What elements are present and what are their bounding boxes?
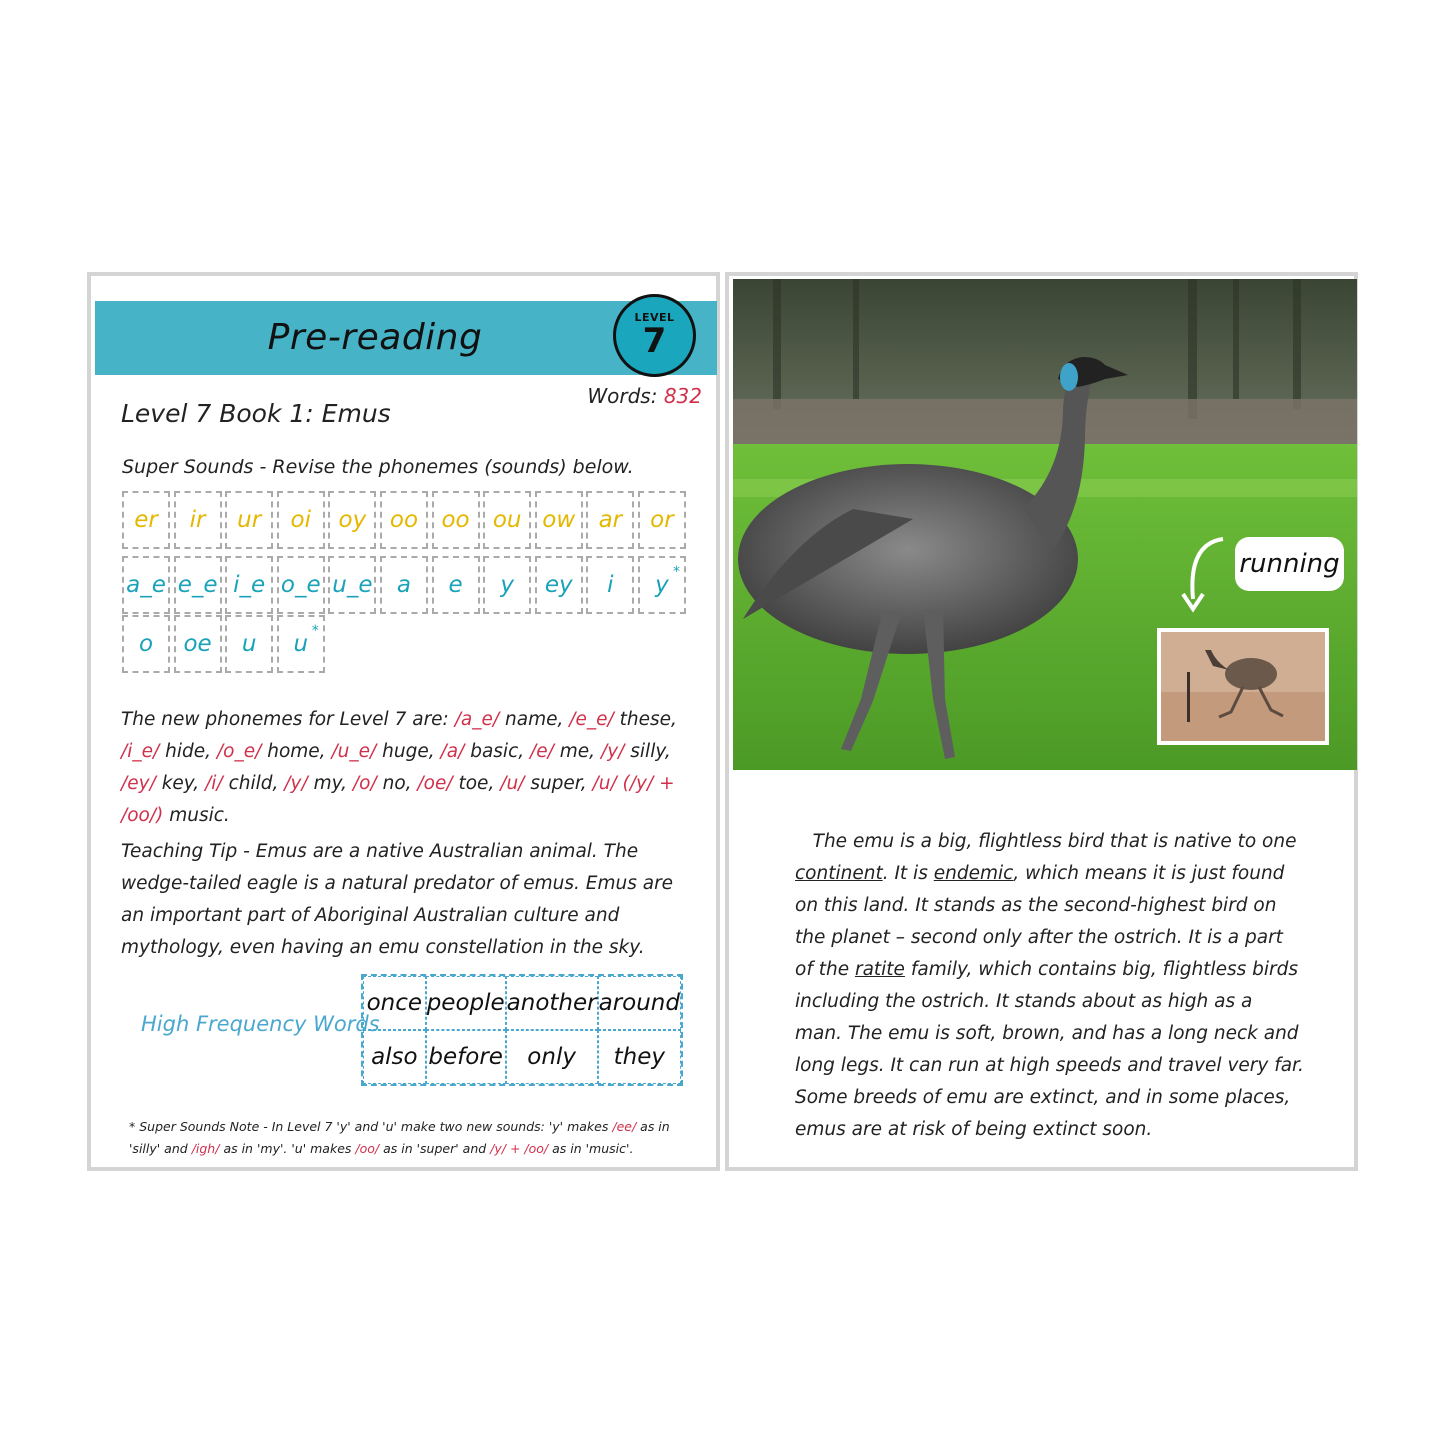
footnote-text: as in 'super' and <box>383 1141 487 1156</box>
example-word: key, <box>161 773 200 794</box>
phoneme-code: /e_e/ <box>569 709 614 730</box>
vocab-word: ratite <box>854 959 905 980</box>
phoneme-code: /y/ <box>284 773 308 794</box>
asterisk-mark: * <box>311 623 319 639</box>
emu-story-text <box>795 826 1305 1146</box>
phoneme-row-3 <box>122 615 690 673</box>
phoneme-code: /ey/ <box>121 773 156 794</box>
example-word: child, <box>228 773 279 794</box>
word-count <box>587 384 702 408</box>
phoneme-cell: or <box>638 491 686 549</box>
hf-word: only <box>506 1030 598 1084</box>
phoneme-cell: e_e <box>174 556 222 614</box>
phoneme-row-1 <box>122 491 690 549</box>
example-word: me, <box>559 741 596 762</box>
phoneme-cell: oy <box>328 491 376 549</box>
example-word: huge, <box>382 741 435 762</box>
footnote-text: as in 'my'. 'u' makes <box>223 1141 352 1156</box>
phoneme-code: /u_e/ <box>331 741 377 762</box>
phoneme-code: /u/ <box>500 773 525 794</box>
phoneme-code: /u/ (/y/ + /oo/) <box>121 773 675 826</box>
phoneme-cell: oo <box>380 491 428 549</box>
words-value: 832 <box>663 384 702 408</box>
footnote-phoneme: /oo/ <box>355 1141 380 1156</box>
hf-word: also <box>363 1030 426 1084</box>
phoneme-cell: oo <box>432 491 480 549</box>
phoneme-cell: ur <box>225 491 273 549</box>
phoneme-cell: oe <box>174 615 222 673</box>
teaching-tip: Teaching Tip - Emus are a native Australian animal. The wedge-tailed eagle is a natural predator of emus. Emus are an important part of Aboriginal Australian culture and mythology, even having an emu constellation in the sky. <box>121 841 674 958</box>
example-word: home, <box>267 741 326 762</box>
hf-word: people <box>426 976 506 1030</box>
phoneme-code: /i_e/ <box>121 741 160 762</box>
running-label-bubble: running <box>1235 537 1344 591</box>
phoneme-cell: i_e <box>225 556 273 614</box>
asterisk-mark: * <box>672 564 680 580</box>
phoneme-cell: ou <box>483 491 531 549</box>
phoneme-text: u <box>293 631 309 657</box>
phoneme-cell: er <box>122 491 170 549</box>
phoneme-cell: a_e <box>122 556 170 614</box>
phoneme-cell: u <box>225 615 273 673</box>
footnote-phoneme: /y/ + /oo/ <box>490 1141 549 1156</box>
phoneme-cell: e <box>432 556 480 614</box>
emu-photo <box>733 279 1357 770</box>
running-emu-illustration <box>1161 632 1325 741</box>
phoneme-code: /o/ <box>352 773 377 794</box>
phoneme-cell-starred <box>638 556 686 614</box>
footnote-phoneme: /ee/ <box>612 1119 637 1134</box>
example-word: no, <box>382 773 412 794</box>
footnote-text: as in 'music'. <box>552 1141 634 1156</box>
example-word: toe, <box>458 773 495 794</box>
example-word: music. <box>169 805 230 826</box>
story-text: . It is <box>882 863 928 884</box>
example-word: silly, <box>630 741 671 762</box>
phoneme-cell: i <box>586 556 634 614</box>
phoneme-code: /oe/ <box>417 773 453 794</box>
phoneme-cell-starred <box>277 615 325 673</box>
hf-word: once <box>363 976 426 1030</box>
phoneme-code: /y/ <box>600 741 625 762</box>
new-phonemes-intro: The new phonemes for Level 7 are: <box>121 709 449 730</box>
phoneme-cell: ow <box>535 491 583 549</box>
phoneme-cell: a <box>380 556 428 614</box>
example-word: my, <box>313 773 348 794</box>
phoneme-code: /e/ <box>530 741 554 762</box>
phoneme-code: /a_e/ <box>454 709 500 730</box>
high-frequency-words-grid <box>361 974 683 1086</box>
phoneme-text: y <box>655 572 669 598</box>
phoneme-row-2 <box>122 556 690 614</box>
phoneme-cell: y <box>483 556 531 614</box>
new-phonemes-paragraph <box>121 704 701 832</box>
phoneme-cell: o <box>122 615 170 673</box>
hf-word: they <box>598 1030 681 1084</box>
level-badge <box>613 294 696 377</box>
example-word: these, <box>619 709 677 730</box>
super-sounds-heading: Super Sounds - Revise the phonemes (sounds) below. <box>122 456 634 478</box>
phoneme-code: /o_e/ <box>216 741 262 762</box>
level-label: LEVEL <box>634 311 675 324</box>
high-frequency-words-label: High Frequency Words <box>141 1012 380 1036</box>
phoneme-cell: ar <box>586 491 634 549</box>
vocab-word: endemic <box>933 863 1014 884</box>
story-text: family, which contains big, flightless birds including the ostrich. It stands about as high as a man. The emu is soft, brown, and has a long neck and long legs. It can run at high speeds and travel very far. Some breeds of emu are extinct, and in some places, emus are at risk of being extinct soon. <box>795 959 1304 1140</box>
footnote-phoneme: /igh/ <box>191 1141 220 1156</box>
footnote-text: * Super Sounds Note - In Level 7 'y' and 'u' make two new sounds: 'y' makes <box>129 1119 609 1134</box>
phoneme-cell: ey <box>535 556 583 614</box>
story-text: The emu is a big, flightless bird that is native to one <box>812 831 1297 852</box>
pre-reading-page <box>87 272 720 1171</box>
words-label: Words: <box>587 384 658 408</box>
vocab-word: continent <box>795 863 883 884</box>
story-text: , which means it is just found on this land. It stands as the second-highest bird on the planet – second only after the ostrich. It is a part of the <box>795 863 1285 980</box>
hf-word: around <box>598 976 681 1030</box>
example-word: super, <box>530 773 587 794</box>
phoneme-cell: o_e <box>277 556 325 614</box>
running-emu-inset-photo <box>1157 628 1329 745</box>
example-word: basic, <box>470 741 525 762</box>
level-number: 7 <box>642 321 667 361</box>
banner-title: Pre-reading <box>267 317 483 358</box>
example-word: hide, <box>165 741 212 762</box>
phoneme-code: /i/ <box>205 773 223 794</box>
super-sounds-footnote <box>129 1116 699 1160</box>
book-title: Level 7 Book 1: Emus <box>121 399 391 428</box>
hf-word: another <box>506 976 598 1030</box>
phoneme-cell: oi <box>277 491 325 549</box>
footnote-text: as in 'silly' and <box>129 1119 670 1156</box>
phoneme-cell: ir <box>174 491 222 549</box>
story-page <box>725 272 1358 1171</box>
phoneme-code: /a/ <box>440 741 465 762</box>
example-word: name, <box>505 709 564 730</box>
phoneme-cell: u_e <box>328 556 376 614</box>
hf-word: before <box>426 1030 506 1084</box>
pre-reading-banner <box>95 301 717 375</box>
